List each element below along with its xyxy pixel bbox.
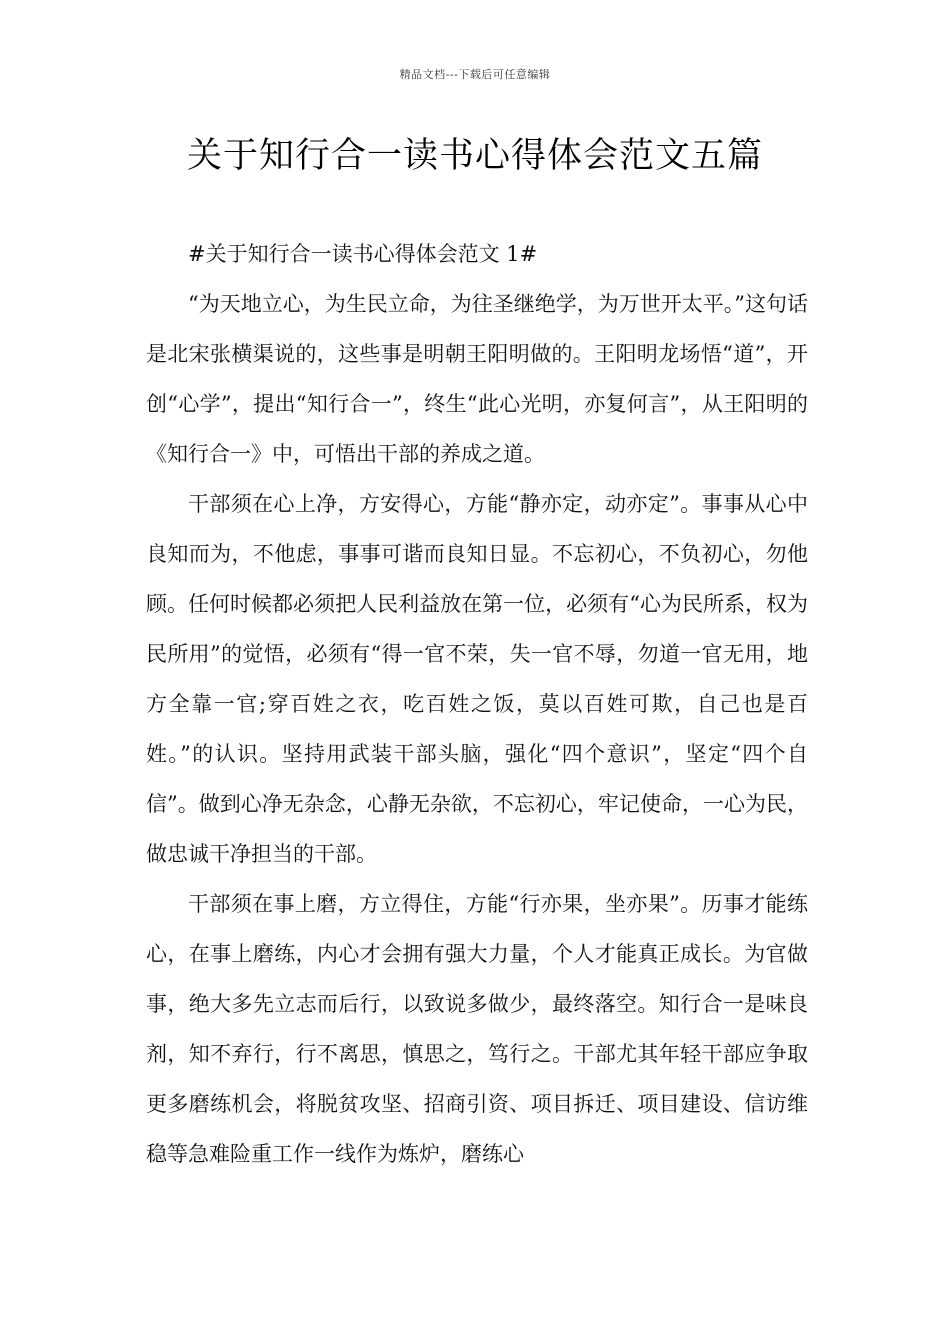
paragraph: “为天地立心，为生民立命，为往圣继绝学，为万世开太平。”这句话是北宋张横渠说的，这些事是明朝王阳明做的。王阳明龙场悟“道”，开创“心学”，提出“知行合一”，终生“此心光明，亦复何言”，从王阳明的《知行合一》中，可悟出干部的养成之道。 [146,292,808,466]
document-body [146,229,808,1179]
header-note: 精品文档---下载后可任意编辑 [399,68,551,81]
section-heading: #关于知行合一读书心得体会范文 1# [188,242,538,266]
paragraph: 干部须在心上净，方安得心，方能“静亦定，动亦定”。事事从心中良知而为，不他虑，事事可谐而良知日显。不忘初心，不负初心，勿他顾。任何时候都必须把人民利益放在第一位，必须有“心为民所系，权为民所用”的觉悟，必须有“得一官不荣，失一官不辱，勿道一官无用，地方全靠一官;穿百姓之衣，吃百姓之饭，莫以百姓可欺，自己也是百姓。”的认识。坚持用武装干部头脑，强化“四个意识”，坚定“四个自信”。做到心净无杂念，心静无杂欲，不忘初心，牢记使命，一心为民，做忠诚干净担当的干部。 [146,492,808,866]
paragraph: 干部须在事上磨，方立得住，方能“行亦果，坐亦果”。历事才能练心，在事上磨练，内心才会拥有强大力量，个人才能真正成长。为官做事，绝大多先立志而后行，以致说多做少，最终落空。知行合一是味良剂，知不弃行，行不离思，慎思之，笃行之。干部尤其年轻干部应争取更多磨练机会，将脱贫攻坚、招商引资、项目拆迁、项目建设、信访维稳等急难险重工作一线作为炼炉，磨练心 [146,892,808,1166]
document-title: 关于知行合一读书心得体会范文五篇 [186,136,763,176]
